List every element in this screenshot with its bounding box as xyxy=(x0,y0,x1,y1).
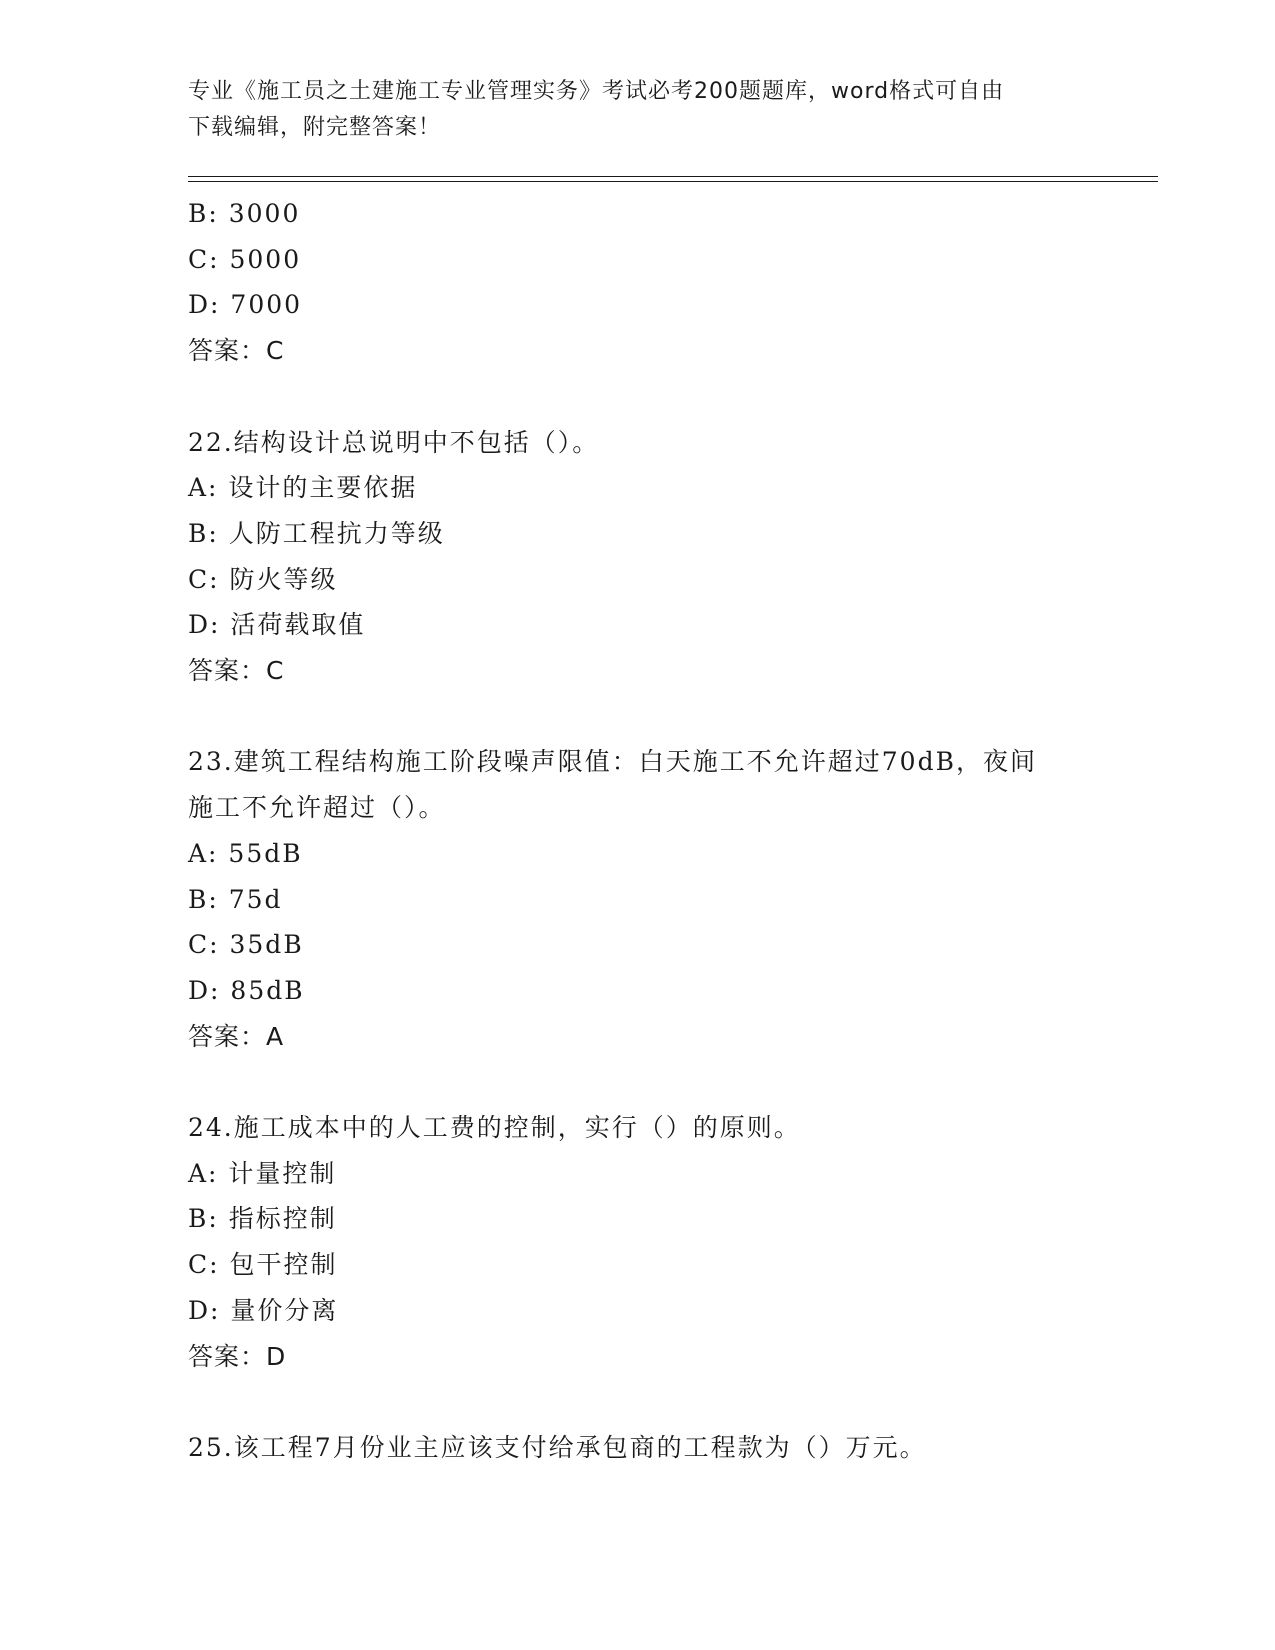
answer-option: A: 设计的主要依据 xyxy=(188,473,418,503)
correct-answer: 答案：C xyxy=(188,656,285,686)
answer-option: D: 85dB xyxy=(188,975,305,1005)
question-list xyxy=(188,191,1088,1471)
answer-option: B: 75d xyxy=(188,884,283,914)
answer-option: C: 5000 xyxy=(188,244,302,274)
question-text: 24.施工成本中的人工费的控制，实行（）的原则。 xyxy=(188,1113,801,1143)
answer-option: C: 防火等级 xyxy=(188,564,338,594)
answer-option: C: 35dB xyxy=(188,930,304,960)
answer-option: C: 包干控制 xyxy=(188,1250,338,1280)
question-block xyxy=(188,191,1088,374)
question-block xyxy=(188,1425,1088,1471)
header-line-2: 下载编辑，附完整答案！ xyxy=(188,115,442,140)
header-divider-top xyxy=(188,176,1158,177)
question-text: 施工不允许超过（）。 xyxy=(188,793,446,823)
question-spacer xyxy=(188,694,1088,740)
answer-option: D: 7000 xyxy=(188,290,303,320)
header-divider-bottom xyxy=(188,181,1158,182)
correct-answer: 答案：D xyxy=(188,1341,287,1371)
question-spacer xyxy=(188,1379,1088,1425)
document-header xyxy=(188,74,1088,146)
question-text: 22.结构设计总说明中不包括（）。 xyxy=(188,427,600,457)
question-text: 23.建筑工程结构施工阶段噪声限值：白天施工不允许超过70dB，夜间 xyxy=(188,747,1037,777)
question-spacer xyxy=(188,374,1088,420)
answer-option: D: 活荷载取值 xyxy=(188,610,366,640)
correct-answer: 答案：A xyxy=(188,1021,285,1051)
answer-option: B: 人防工程抗力等级 xyxy=(188,518,445,548)
question-spacer xyxy=(188,1059,1088,1105)
answer-option: B: 指标控制 xyxy=(188,1204,337,1234)
question-text: 25.该工程7月份业主应该支付给承包商的工程款为（）万元。 xyxy=(188,1432,927,1462)
correct-answer: 答案：C xyxy=(188,336,285,366)
question-block xyxy=(188,420,1088,694)
answer-option: A: 55dB xyxy=(188,838,303,868)
answer-option: D: 量价分离 xyxy=(188,1295,339,1325)
question-block xyxy=(188,739,1088,1059)
header-line-1: 专业《施工员之土建施工专业管理实务》考试必考200题题库，word格式可自由 xyxy=(188,79,1005,104)
answer-option: B: 3000 xyxy=(188,199,301,228)
question-block xyxy=(188,1105,1088,1379)
answer-option: A: 计量控制 xyxy=(188,1158,337,1188)
